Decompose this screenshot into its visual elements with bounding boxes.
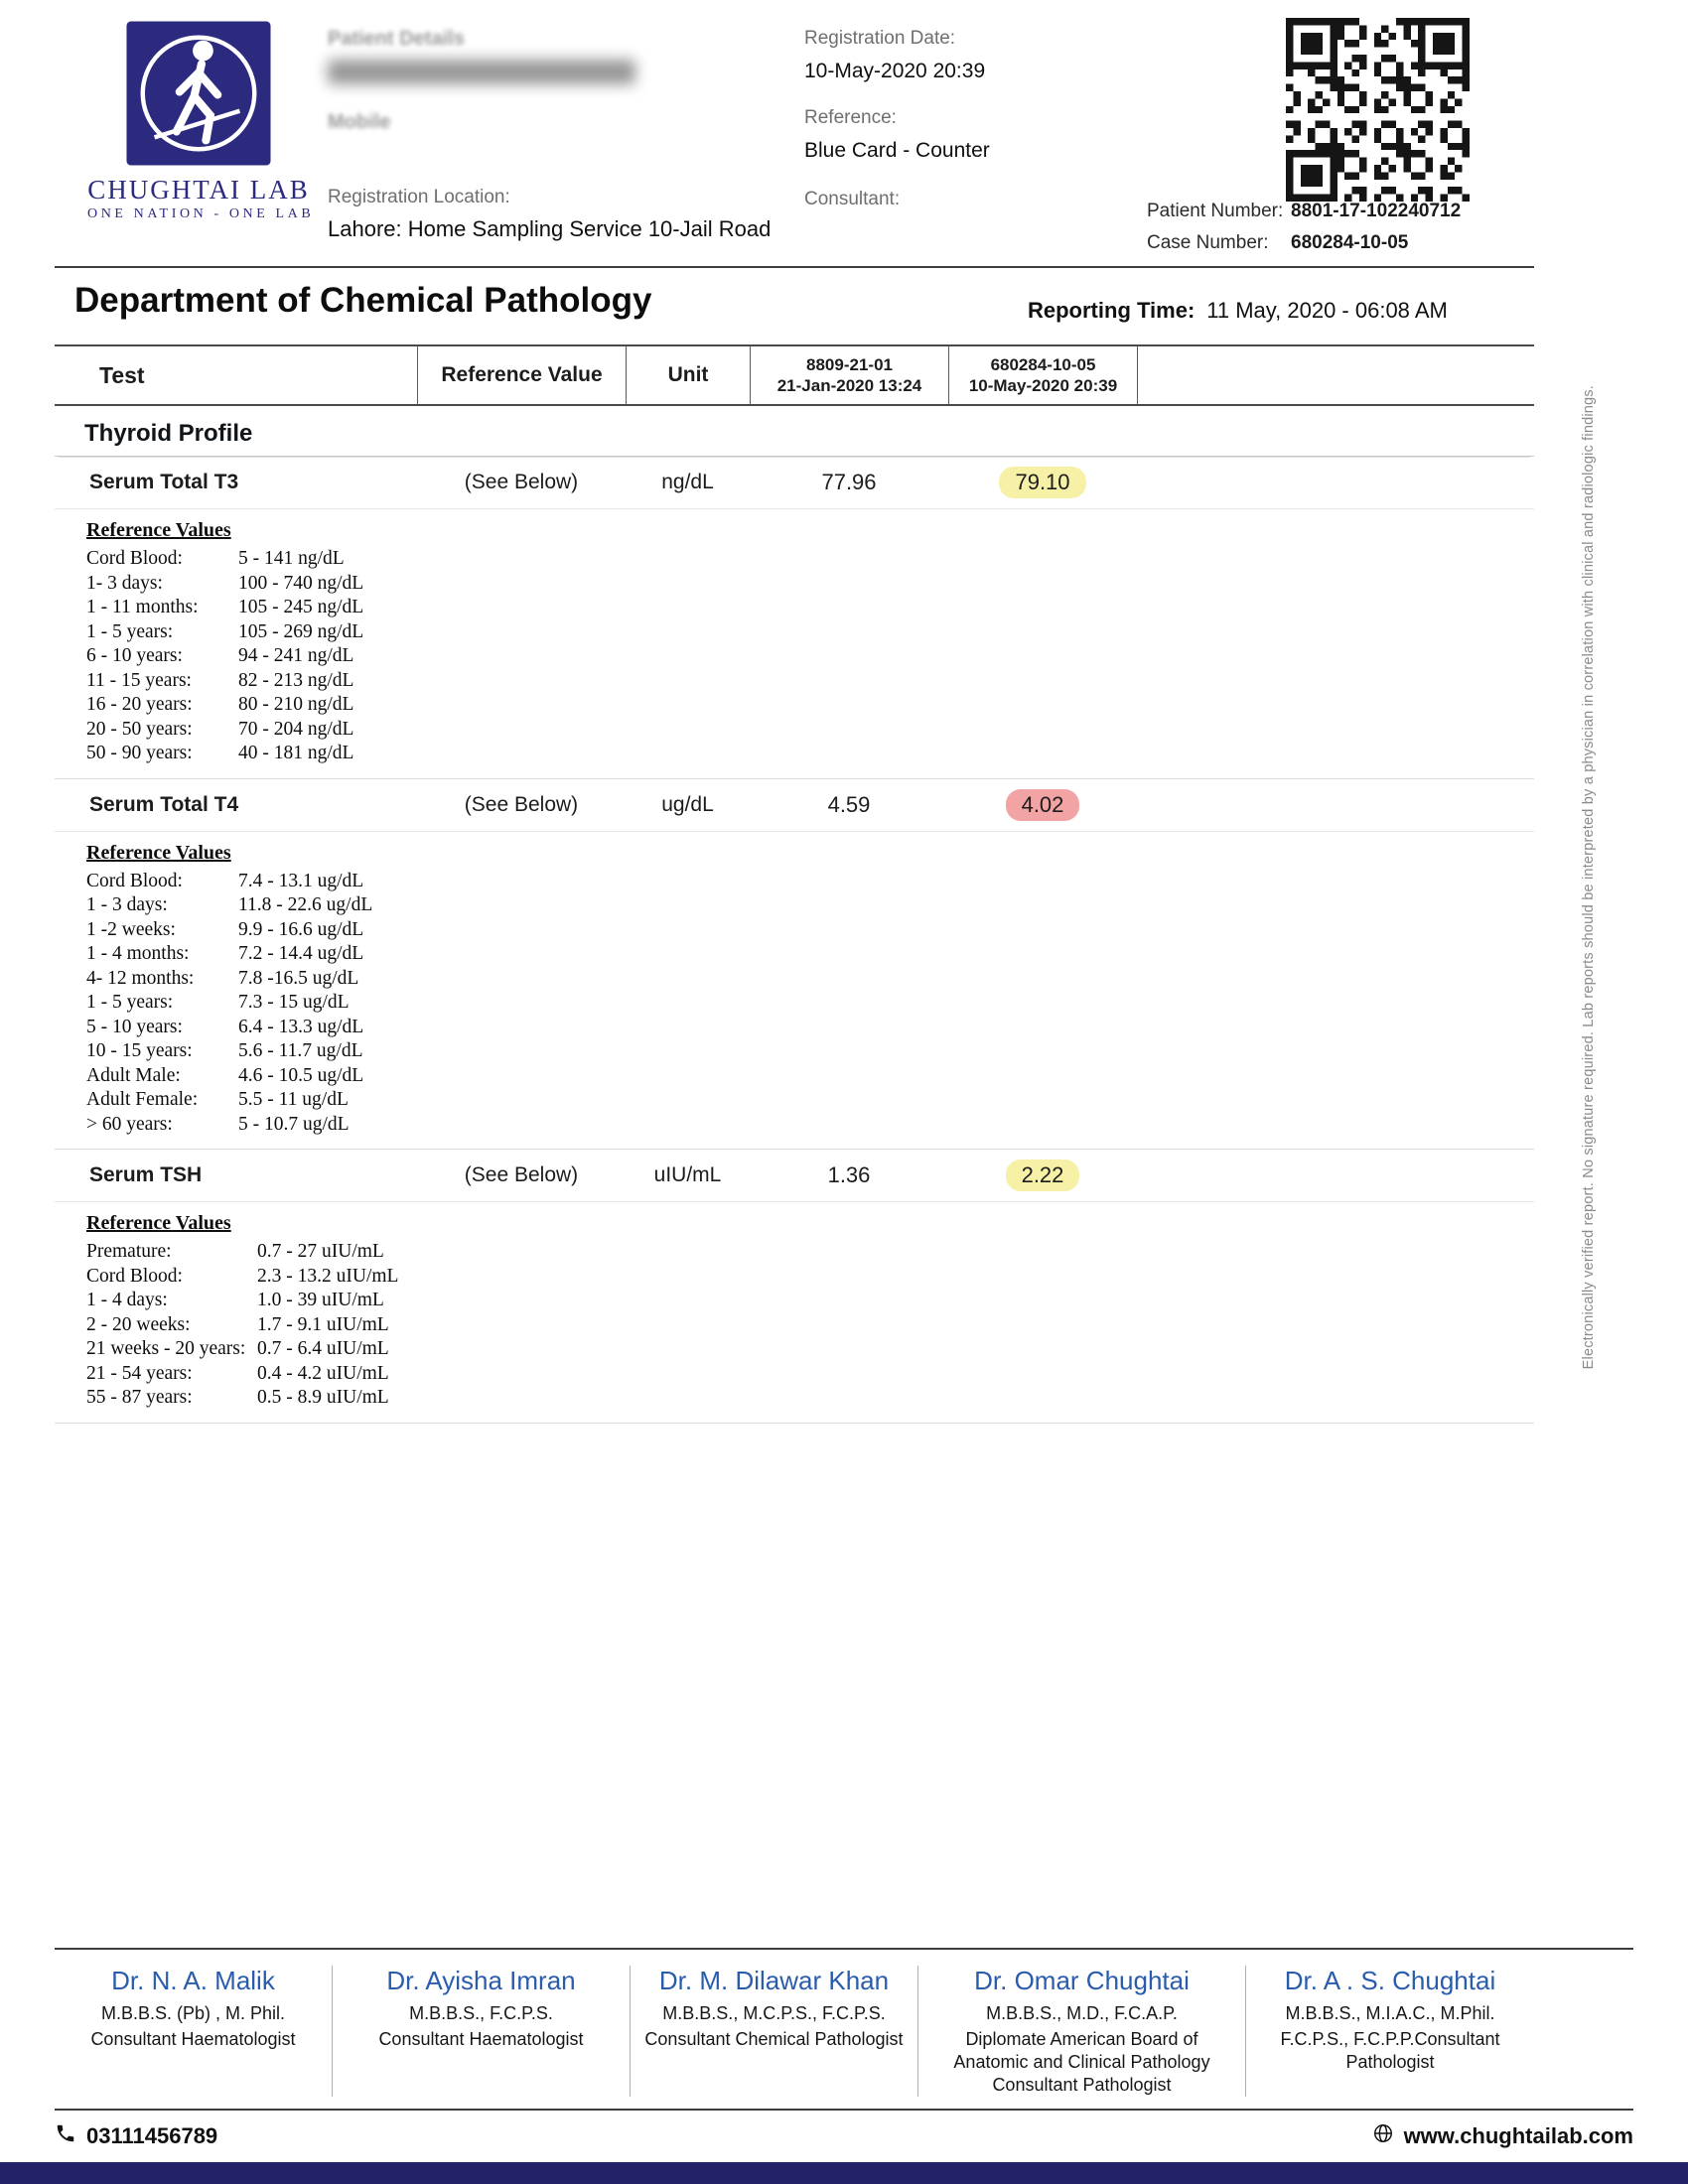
result-highlight: 2.22 bbox=[1006, 1160, 1080, 1191]
reference-values-heading: Reference Values bbox=[86, 841, 231, 864]
reference-range-row bbox=[86, 967, 1534, 992]
result-highlight: 4.02 bbox=[1006, 789, 1080, 821]
mobile-label: Mobile bbox=[328, 111, 391, 133]
range-label: Cord Blood: bbox=[86, 870, 183, 891]
range-label: > 60 years: bbox=[86, 1113, 173, 1135]
reference-range-row bbox=[86, 1088, 1534, 1113]
lab-name: CHUGHTAI LAB bbox=[87, 175, 310, 205]
range-label: Cord Blood: bbox=[86, 548, 183, 569]
globe-icon bbox=[1372, 2122, 1394, 2150]
unit-cell: ng/dL bbox=[661, 471, 714, 493]
doctor-role: Consultant Haematologist bbox=[378, 2029, 584, 2049]
test-row-serum-total-t4 bbox=[55, 779, 1534, 832]
range-value: 40 - 181 ng/dL bbox=[238, 743, 354, 763]
reference-range-row bbox=[86, 1039, 1534, 1064]
reference-range-row bbox=[86, 669, 1534, 694]
previous-result: 77.96 bbox=[821, 470, 877, 494]
reference-range-row bbox=[86, 1016, 1534, 1040]
reference-range-row bbox=[86, 693, 1534, 718]
doctor-signature-row bbox=[55, 1950, 1633, 2109]
footer-bar bbox=[0, 2162, 1688, 2184]
doctor-role: Consultant Haematologist bbox=[90, 2029, 296, 2049]
range-label: 21 weeks - 20 years: bbox=[86, 1338, 246, 1359]
test-name: Serum TSH bbox=[89, 1163, 203, 1186]
patient-number-label: Patient Number: bbox=[1147, 201, 1284, 221]
reference-value-cell: (See Below) bbox=[464, 792, 579, 816]
range-label: Adult Female: bbox=[86, 1089, 199, 1110]
range-value: 5 - 141 ng/dL bbox=[238, 548, 345, 569]
reference-range-row bbox=[86, 1265, 1534, 1290]
header-divider bbox=[55, 266, 1534, 268]
range-value: 70 - 204 ng/dL bbox=[238, 718, 354, 740]
reference-range-row bbox=[86, 991, 1534, 1016]
doctor-signature-block bbox=[55, 1966, 333, 2097]
range-value: 6.4 - 13.3 ug/dL bbox=[238, 1016, 364, 1037]
doctor-name: Dr. M. Dilawar Khan bbox=[658, 1966, 890, 1995]
reference-label: Reference: bbox=[804, 107, 897, 128]
range-value: 1.7 - 9.1 uIU/mL bbox=[257, 1313, 389, 1335]
range-value: 0.4 - 4.2 uIU/mL bbox=[257, 1362, 389, 1384]
col-header-filler bbox=[1137, 346, 1534, 404]
range-label: 21 - 54 years: bbox=[86, 1362, 193, 1384]
reference-range-row bbox=[86, 1289, 1534, 1313]
patient-number-value: 8801-17-102240712 bbox=[1291, 201, 1462, 221]
consultant-label: Consultant: bbox=[804, 189, 901, 209]
reference-range-row bbox=[86, 644, 1534, 669]
redacted-patient-name bbox=[328, 60, 635, 84]
range-value: 0.7 - 6.4 uIU/mL bbox=[257, 1338, 389, 1359]
reference-values-block-t4 bbox=[55, 832, 1534, 1151]
doctor-credentials: M.B.B.S., M.D., F.C.A.P. bbox=[986, 2003, 1178, 2023]
range-value: 2.3 - 13.2 uIU/mL bbox=[257, 1265, 399, 1287]
current-result bbox=[948, 789, 1137, 821]
previous-result: 1.36 bbox=[827, 1162, 871, 1187]
reference-range-row bbox=[86, 596, 1534, 620]
col-header-reference-value: Reference Value bbox=[417, 346, 626, 404]
range-label: 5 - 10 years: bbox=[86, 1016, 183, 1037]
range-value: 11.8 - 22.6 ug/dL bbox=[238, 894, 373, 915]
reference-range-list bbox=[86, 547, 1534, 766]
range-value: 94 - 241 ng/dL bbox=[238, 645, 354, 666]
reference-value: Blue Card - Counter bbox=[804, 139, 990, 162]
range-label: 50 - 90 years: bbox=[86, 743, 193, 763]
reference-range-row bbox=[86, 1064, 1534, 1089]
reference-range-row bbox=[86, 870, 1534, 894]
range-value: 100 - 740 ng/dL bbox=[238, 572, 364, 594]
doctor-name: Dr. N. A. Malik bbox=[111, 1966, 275, 1995]
range-value: 7.3 - 15 ug/dL bbox=[238, 992, 350, 1013]
previous-result: 4.59 bbox=[827, 791, 871, 817]
page-title: Department of Chemical Pathology bbox=[74, 281, 652, 320]
results-table bbox=[55, 344, 1534, 1424]
section-title: Thyroid Profile bbox=[55, 406, 1534, 457]
range-value: 0.7 - 27 uIU/mL bbox=[257, 1241, 384, 1262]
test-name: Serum Total T4 bbox=[89, 792, 239, 816]
doctor-signature-block bbox=[631, 1966, 918, 2097]
range-label: 1 - 4 days: bbox=[86, 1290, 168, 1310]
reference-values-block-t3 bbox=[55, 509, 1534, 779]
lab-logo bbox=[87, 20, 315, 222]
range-label: 1 - 3 days: bbox=[86, 894, 168, 915]
doctor-name: Dr. Ayisha Imran bbox=[386, 1966, 576, 1995]
doctor-credentials: M.B.B.S. (Pb) , M. Phil. bbox=[100, 2003, 286, 2023]
reference-range-row bbox=[86, 572, 1534, 597]
col-header-test: Test bbox=[99, 361, 145, 388]
report-footer bbox=[0, 1948, 1688, 2184]
qr-code bbox=[1286, 18, 1470, 202]
reference-values-heading: Reference Values bbox=[86, 1212, 231, 1234]
reference-range-row bbox=[86, 1386, 1534, 1411]
current-result bbox=[948, 1160, 1137, 1191]
range-label: 2 - 20 weeks: bbox=[86, 1313, 191, 1335]
reference-range-row bbox=[86, 1362, 1534, 1387]
reference-range-list bbox=[86, 870, 1534, 1138]
phone-icon bbox=[55, 2122, 76, 2150]
test-row-serum-tsh bbox=[55, 1150, 1534, 1202]
col-header-previous-sample: 8809-21-01 21-Jan-2020 13:24 bbox=[750, 346, 948, 404]
doctor-signature-block bbox=[333, 1966, 631, 2097]
range-value: 105 - 245 ng/dL bbox=[238, 597, 364, 617]
range-label: 55 - 87 years: bbox=[86, 1387, 193, 1408]
reference-values-heading: Reference Values bbox=[86, 519, 231, 541]
range-label: Cord Blood: bbox=[86, 1265, 183, 1287]
range-value: 82 - 213 ng/dL bbox=[238, 669, 354, 691]
reporting-time bbox=[1028, 298, 1448, 324]
doctor-credentials: M.B.B.S., F.C.P.S. bbox=[409, 2003, 553, 2023]
reference-value-cell: (See Below) bbox=[464, 1163, 579, 1186]
doctor-signature-block bbox=[918, 1966, 1246, 2097]
range-label: 11 - 15 years: bbox=[86, 669, 192, 691]
reporting-time-value: 11 May, 2020 - 06:08 AM bbox=[1206, 298, 1448, 323]
case-number-value: 680284-10-05 bbox=[1291, 232, 1409, 253]
doctor-role: Consultant Chemical Pathologist bbox=[644, 2029, 904, 2049]
range-value: 9.9 - 16.6 ug/dL bbox=[238, 918, 364, 940]
range-label: 1 - 11 months: bbox=[86, 597, 199, 617]
doctor-role: F.C.P.S., F.C.P.P.Consultant Pathologist bbox=[1280, 2029, 1500, 2072]
range-label: Premature: bbox=[86, 1241, 172, 1262]
range-label: 4- 12 months: bbox=[86, 967, 195, 989]
result-highlight: 79.10 bbox=[999, 467, 1085, 498]
range-label: 1 - 4 months: bbox=[86, 943, 190, 964]
reference-range-row bbox=[86, 1313, 1534, 1338]
range-value: 7.8 -16.5 ug/dL bbox=[238, 967, 359, 989]
col-header-current-sample: 680284-10-05 10-May-2020 20:39 bbox=[948, 346, 1137, 404]
range-value: 7.4 - 13.1 ug/dL bbox=[238, 870, 364, 891]
case-number-label: Case Number: bbox=[1147, 232, 1269, 253]
range-value: 105 - 269 ng/dL bbox=[238, 620, 364, 642]
patient-details-label: Patient Details bbox=[328, 28, 465, 50]
reference-range-row bbox=[86, 1113, 1534, 1138]
website-url: www.chughtailab.com bbox=[1403, 2123, 1633, 2148]
doctor-credentials: M.B.B.S., M.I.A.C., M.Phil. bbox=[1285, 2003, 1495, 2023]
reference-range-row bbox=[86, 918, 1534, 943]
range-label: 6 - 10 years: bbox=[86, 645, 183, 666]
range-label: 1 - 5 years: bbox=[86, 992, 174, 1013]
reference-range-row bbox=[86, 742, 1534, 766]
range-value: 80 - 210 ng/dL bbox=[238, 694, 354, 715]
table-header-row bbox=[55, 344, 1534, 406]
doctor-name: Dr. Omar Chughtai bbox=[974, 1966, 1190, 1995]
doctor-name: Dr. A . S. Chughtai bbox=[1284, 1966, 1496, 1995]
range-value: 5.6 - 11.7 ug/dL bbox=[238, 1040, 363, 1061]
range-label: Adult Male: bbox=[86, 1064, 181, 1086]
range-value: 5.5 - 11 ug/dL bbox=[238, 1089, 349, 1110]
registration-date-value: 10-May-2020 20:39 bbox=[804, 60, 986, 82]
range-label: 10 - 15 years: bbox=[86, 1040, 193, 1061]
range-value: 5 - 10.7 ug/dL bbox=[238, 1113, 350, 1135]
unit-cell: ug/dL bbox=[661, 792, 714, 816]
doctor-role: Diplomate American Board of Anatomic and Clinical Pathology Consultant Pathologist bbox=[953, 2029, 1210, 2095]
lab-tagline: ONE NATION - ONE LAB bbox=[87, 206, 315, 221]
contact-row bbox=[55, 2111, 1633, 2162]
reference-range-row bbox=[86, 1337, 1534, 1362]
range-label: 1- 3 days: bbox=[86, 572, 163, 594]
range-label: 1 - 5 years: bbox=[86, 620, 174, 642]
doctor-signature-block bbox=[1246, 1966, 1534, 2097]
reference-range-row bbox=[86, 893, 1534, 918]
electronic-verification-note: Electronically verified report. No signature required. Lab reports should be interpreted by a physician in correlation with clinical and radiologic findings. bbox=[1581, 385, 1597, 1370]
range-value: 4.6 - 10.5 ug/dL bbox=[238, 1064, 364, 1086]
col-header-unit: Unit bbox=[626, 346, 750, 404]
reference-range-row bbox=[86, 718, 1534, 743]
range-value: 7.2 - 14.4 ug/dL bbox=[238, 943, 364, 964]
registration-date-label: Registration Date: bbox=[804, 28, 956, 49]
reference-range-row bbox=[86, 620, 1534, 645]
report-header bbox=[0, 0, 1688, 268]
test-name: Serum Total T3 bbox=[89, 471, 239, 493]
reference-value-cell: (See Below) bbox=[464, 471, 579, 493]
reporting-time-label: Reporting Time: bbox=[1028, 298, 1196, 323]
test-row-serum-total-t3 bbox=[55, 457, 1534, 509]
reference-range-row bbox=[86, 547, 1534, 572]
doctor-credentials: M.B.B.S., M.C.P.S., F.C.P.S. bbox=[662, 2003, 886, 2023]
registration-location-label: Registration Location: bbox=[328, 187, 510, 207]
registration-location-value: Lahore: Home Sampling Service 10-Jail Road bbox=[328, 216, 772, 241]
reference-range-list bbox=[86, 1240, 1534, 1411]
reference-range-row bbox=[86, 1240, 1534, 1265]
range-label: 1 -2 weeks: bbox=[86, 918, 176, 940]
reference-range-row bbox=[86, 942, 1534, 967]
range-value: 1.0 - 39 uIU/mL bbox=[257, 1290, 384, 1310]
unit-cell: uIU/mL bbox=[653, 1163, 722, 1186]
range-value: 0.5 - 8.9 uIU/mL bbox=[257, 1387, 389, 1408]
phone-number: 03111456789 bbox=[86, 2123, 218, 2148]
range-label: 20 - 50 years: bbox=[86, 718, 193, 740]
current-result bbox=[948, 467, 1137, 498]
reference-values-block-tsh bbox=[55, 1202, 1534, 1424]
range-label: 16 - 20 years: bbox=[86, 694, 193, 715]
walking-man-logo-icon bbox=[125, 154, 272, 171]
